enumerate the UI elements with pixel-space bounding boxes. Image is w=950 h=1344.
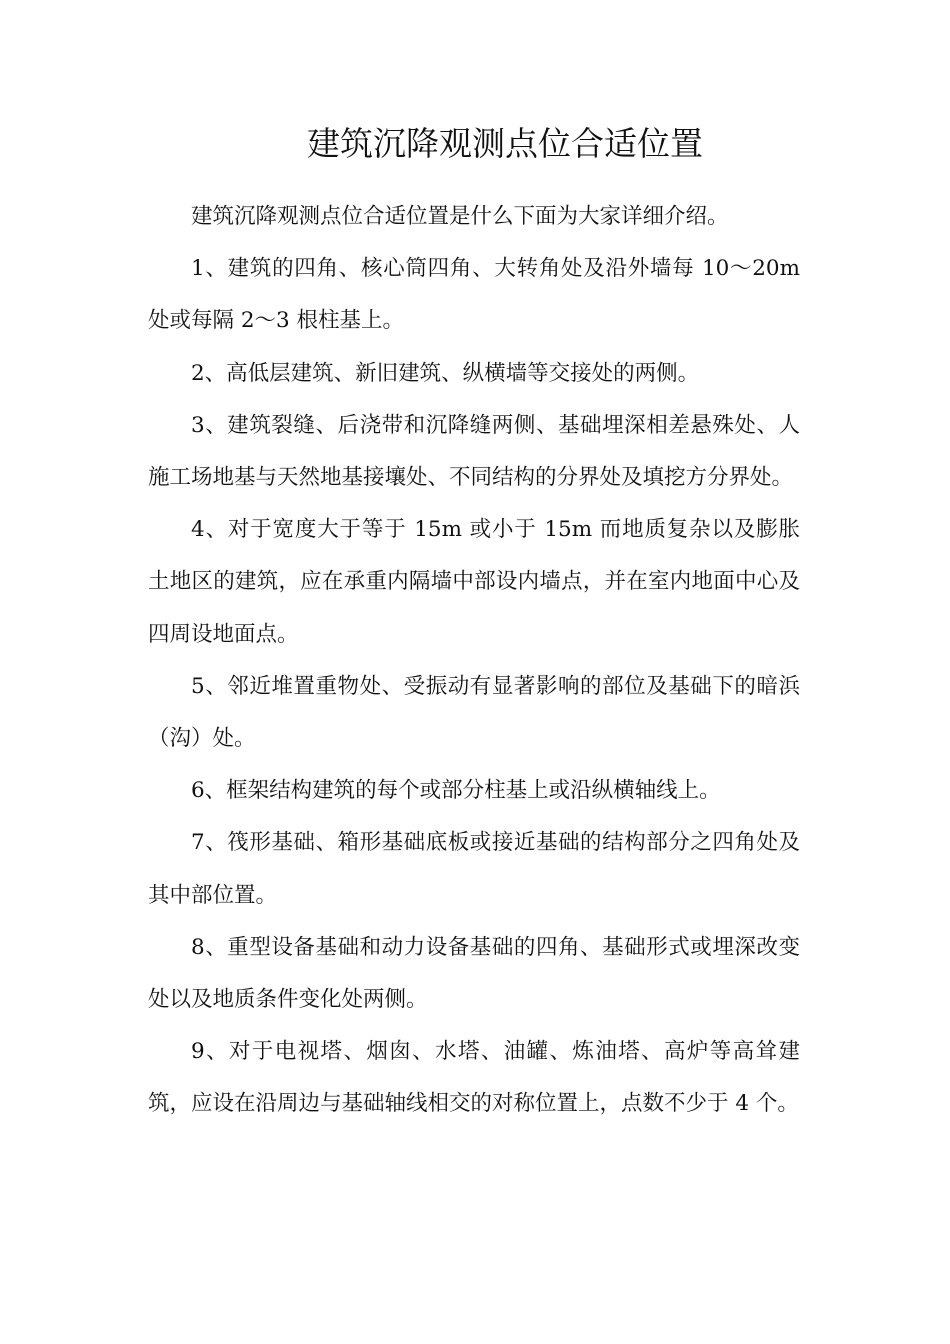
paragraph-item-9: 9、对于电视塔、烟囱、水塔、油罐、炼油塔、高炉等高耸建筑，应设在沿周边与基础轴线相交的对称位置上，点数不少于 4 个。: [148, 1039, 800, 1117]
paragraph-item-8: 8、重型设备基础和动力设备基础的四角、基础形式或埋深改变处以及地质条件变化处两侧。: [148, 934, 800, 1013]
paragraph-item-2: 2、高低层建筑、新旧建筑、纵横墙等交接处的两侧。: [191, 360, 700, 386]
paragraph-item-4: 4、对于宽度大于等于 15m 或小于 15m 而地质复杂以及膨胀土地区的建筑，应在承重内隔墙中部设内墙点，并在室内地面中心及四周设地面点。: [148, 517, 800, 647]
document-body: [148, 191, 800, 1131]
paragraph-item-5: 5、邻近堆置重物处、受振动有显著影响的部位及基础下的暗浜（沟）处。: [148, 673, 800, 752]
paragraph-item-3: 3、建筑裂缝、后浇带和沉降缝两侧、基础埋深相差悬殊处、人施工场地基与天然地基接壤处、不同结构的分界处及填挖方分界处。: [148, 412, 800, 491]
paragraph-intro: 建筑沉降观测点位合适位置是什么下面为大家详细介绍。: [191, 204, 729, 229]
paragraph-item-1: 1、建筑的四角、核心筒四角、大转角处及沿外墙每 10～20m 处或每隔 2～3 根柱基上。: [148, 256, 800, 334]
paragraph-item-6: 6、框架结构建筑的每个或部分柱基上或沿纵横轴线上。: [191, 778, 721, 804]
paragraph-item-7: 7、筏形基础、箱形基础底板或接近基础的结构部分之四角处及其中部位置。: [148, 830, 800, 908]
document-title: 建筑沉降观测点位合适位置: [307, 124, 703, 163]
